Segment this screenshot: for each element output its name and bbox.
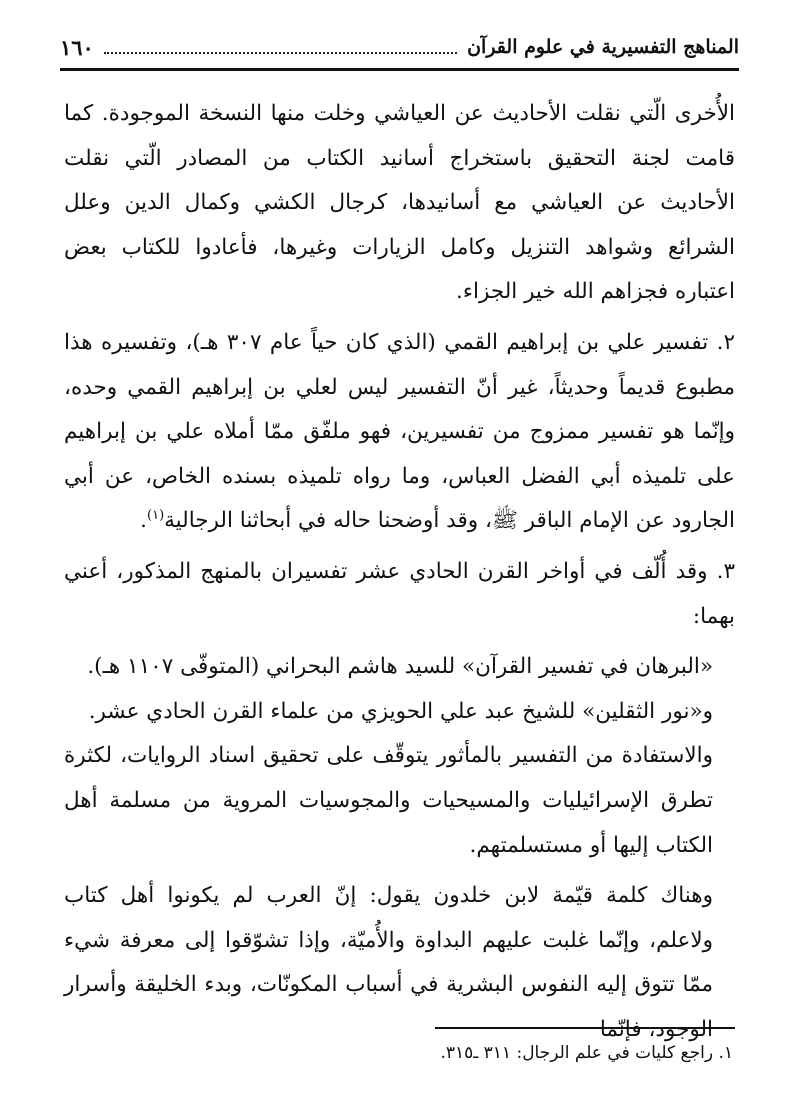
paragraph-2-text: ٢. تفسير علي بن إبراهيم القمي (الذي كان حياً عام ٣٠٧ هـ)، وتفسيره هذا مطبوع قديماً وحديثاً، غير أنّ التفسير ليس لعلي بن إبراهيم القمي وحده، وإنّما هو تفسير ممزوج من تفسيرين، فهو ملفّق ممّا أملاه علي بن إبراهيم على تلميذه أبي الفضل العباس، وما رواه تلميذه بسنده الخاص، عن أبي الجارود عن الإمام الباقر ﷺ، وقد أوضحنا حاله في أبحاثنا الرجالية [64, 329, 735, 534]
footnote-reference: (١) [147, 508, 165, 524]
running-title: المناهج التفسيرية في علوم القرآن [467, 36, 739, 58]
paragraph-1: الأُخرى الّتي نقلت الأحاديث عن العياشي وخلت منها النسخة الموجودة. كما قامت لجنة التحقيق باستخراج أسانيد الكتاب من المصادر الّتي نقلت الأحاديث عن العياشي مع أسانيدها، كرجال الكشي وكمال الدين وعلل الشرائع وشواهد التنزيل وكامل الزيارات وغيرها، فأعادوا للكتاب بعض اعتباره فجزاهم الله خير الجزاء. [64, 101, 735, 305]
footnote-rule [435, 1027, 735, 1029]
list-item-nur-thaqalayn: و«نور الثقلين» للشيخ عبد علي الحويزي من علماء القرن الحادي عشر. [88, 698, 713, 724]
footnote: ١. راجع كليات في علم الرجال: ٣١١ ـ٣١٥. [440, 1043, 733, 1063]
header-rule [60, 68, 739, 71]
header-leader-dots [104, 40, 457, 54]
paragraph-2-end: . [140, 508, 147, 534]
paragraph-5: وهناك كلمة قيّمة لابن خلدون يقول: إنّ العرب لم يكونوا أهل كتاب ولاعلم، وإنّما غلبت عليهم البداوة والأُميّة، وإذا تشوّقوا إلى معرفة شيء ممّا تتوق إليه النفوس البشرية في أسباب المكونّات، وبدء الخليقة وأسرار الوجود، فإنّما [64, 883, 713, 1042]
paragraph-3: ٣. وقد أُلّف في أواخر القرن الحادي عشر تفسيران بالمنهج المذكور، أعني بهما: [64, 558, 735, 629]
list-item-burhan: «البرهان في تفسير القرآن» للسيد هاشم البحراني (المتوفّى ١١٠٧ هـ). [87, 654, 713, 680]
page-header [60, 30, 739, 64]
paragraph-2 [64, 321, 735, 544]
main-text [64, 92, 735, 1052]
paragraph-4: والاستفادة من التفسير بالمأثور يتوقّف على تحقيق اسناد الروايات، لكثرة تطرق الإسرائيليات والمسيحيات والمجوسيات المروية من مسلمة أهل الكتاب إليها أو مستسلمتهم. [64, 743, 713, 858]
page-number: ١٦٠ [60, 34, 94, 60]
